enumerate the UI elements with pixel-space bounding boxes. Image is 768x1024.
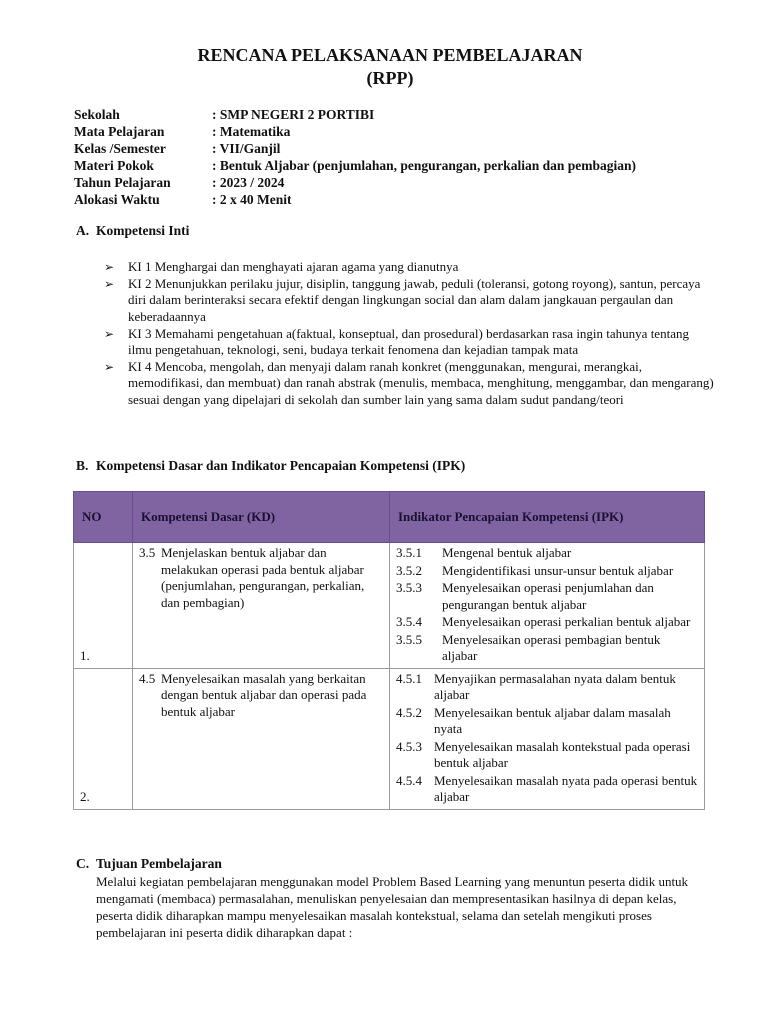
title-line-1: RENCANA PELAKSANAAN PEMBELAJARAN — [197, 45, 583, 65]
list-item: 4.5.2 Menyelesaikan bentuk aljabar dalam masalah nyata — [396, 704, 671, 736]
document-title — [0, 44, 768, 90]
list-item: ➢ KI 3 Memahami pengetahuan a(faktual, konseptual, dan prosedural) berdasarkan rasa ingin tahunya tentang ilmu pengetahuan, teknologi, seni, budaya terkait fenomena dan kejadian tampak mata — [104, 325, 689, 358]
info-row-kelas-semester: Kelas /Semester : VII/Ganjil — [74, 141, 281, 156]
arrow-bullet-icon: ➢ — [104, 277, 115, 292]
info-row-sekolah: Sekolah : SMP NEGERI 2 PORTIBI — [74, 107, 375, 122]
list-item: ➢ KI 4 Mencoba, mengolah, dan menyaji dalam ranah konkret (menggunakan, mengurai, merangkai, memodifikasi, dan membuat) dan ranah abstrak (menulis, membaca, menghitung, menggambar, dan mengarang) sesuai dengan yang dipelajari di sekolah dan sumber lain yang sama dalam sudut pandang/teori — [104, 359, 714, 407]
header-ipk: Indikator Pencapaian Kompetensi (IPK) — [390, 492, 705, 543]
table-row — [74, 668, 705, 809]
list-item: ➢ KI 2 Menunjukkan perilaku jujur, disiplin, tanggung jawab, peduli (toleransi, gotong royong), santun, percaya diri dalam berinteraksi secara efektif dengan lingkungan social dan alam dalam jangkauan pergaulan dan keberadaannya — [104, 276, 701, 324]
identity-block — [74, 106, 636, 208]
table-row — [74, 543, 705, 669]
arrow-bullet-icon: ➢ — [104, 260, 115, 274]
info-row-materi-pokok: Materi Pokok : Bentuk Aljabar (penjumlahan, pengurangan, perkalian dan pembagian) — [74, 158, 636, 173]
list-item: 3.5.5 Menyelesaikan operasi pembagian bentuk aljabar — [396, 631, 661, 663]
ki-list — [104, 259, 714, 409]
arrow-bullet-icon: ➢ — [104, 360, 115, 375]
kd-cell: 3.5 Menjelaskan bentuk aljabar dan melakukan operasi pada bentuk aljabar (penjumlahan, pengurangan, perkalian, dan pembagian) — [133, 543, 390, 669]
info-row-alokasi-waktu: Alokasi Waktu : 2 x 40 Menit — [74, 192, 292, 207]
arrow-bullet-icon: ➢ — [104, 326, 115, 341]
list-item: 4.5.1 Menyajikan permasalahan nyata dalam bentuk aljabar — [396, 670, 676, 702]
title-line-2: (RPP) — [366, 68, 414, 88]
list-item: 3.5.2 Mengidentifikasi unsur-unsur bentuk aljabar — [396, 562, 674, 578]
ipk-cell — [390, 543, 705, 669]
list-item: 4.5.3 Menyelesaikan masalah kontekstual pada operasi bentuk aljabar — [396, 738, 691, 770]
section-c-heading: C. Tujuan Pembelajaran — [76, 856, 222, 871]
ipk-cell — [390, 668, 705, 809]
kd-cell: 4.5 Menyelesaikan masalah yang berkaitan dengan bentuk aljabar dan operasi pada bentuk aljabar — [133, 668, 390, 809]
list-item: 3.5.4 Menyelesaikan operasi perkalian bentuk aljabar — [396, 614, 691, 629]
row-number: 2. — [74, 668, 133, 809]
list-item: 3.5.1 Mengenal bentuk aljabar — [396, 545, 572, 560]
header-kd: Kompetensi Dasar (KD) — [133, 492, 390, 543]
info-row-tahun-pelajaran: Tahun Pelajaran : 2023 / 2024 — [74, 175, 285, 190]
header-no: NO — [74, 492, 133, 543]
row-number: 1. — [74, 543, 133, 669]
list-item: ➢ KI 1 Menghargai dan menghayati ajaran agama yang dianutnya — [104, 259, 459, 274]
kd-ipk-table — [73, 491, 705, 810]
tujuan-paragraph: Melalui kegiatan pembelajaran menggunakan model Problem Based Learning yang menuntun peserta didik untuk mengamati (membaca) permasalahan, menuliskan penyelesaian dan mempresentasikan hasilnya di depan kelas, peserta didik diharapkan mampu menyelesaikan masalah kontekstual, selama dan setelah mengikuti proses pembelajaran ini peserta didik diharapkan dapat : — [96, 874, 689, 940]
info-row-mata-pelajaran: Mata Pelajaran : Matematika — [74, 124, 291, 139]
list-item: 4.5.4 Menyelesaikan masalah nyata pada operasi bentuk aljabar — [396, 772, 698, 804]
list-item: 3.5.3 Menyelesaikan operasi penjumlahan dan pengurangan bentuk aljabar — [396, 580, 654, 612]
section-b-heading: B. Kompetensi Dasar dan Indikator Pencapaian Kompetensi (IPK) — [76, 458, 466, 473]
section-a-heading: A. Kompetensi Inti — [76, 223, 190, 238]
table-header-row — [74, 492, 705, 543]
